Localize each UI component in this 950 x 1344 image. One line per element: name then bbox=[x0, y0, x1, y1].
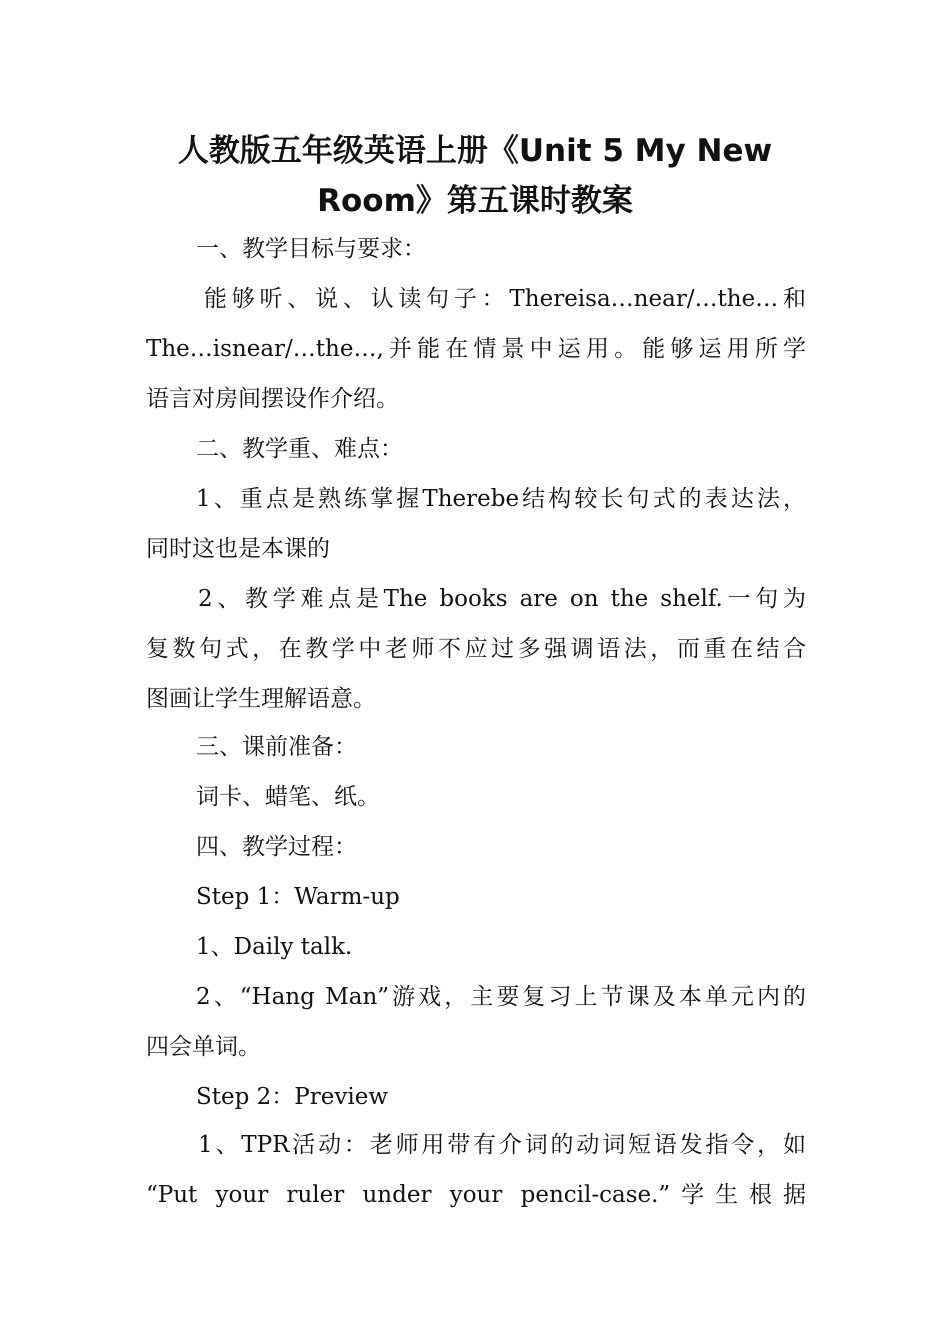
paragraph-line: 1、TPR活动：老师用带有介词的动词短语发指令，如 bbox=[198, 1132, 806, 1158]
document-title-line-2: Room》第五课时教案 bbox=[317, 183, 633, 219]
paragraph-line: 词卡、蜡笔、纸。 bbox=[196, 784, 380, 810]
paragraph-line: 语言对房间摆设作介绍。 bbox=[146, 386, 399, 412]
section-heading-process: 四、教学过程： bbox=[196, 834, 357, 860]
section-heading-objectives: 一、教学目标与要求： bbox=[196, 236, 426, 262]
section-heading-key-points: 二、教学重、难点： bbox=[196, 436, 403, 462]
paragraph-line: 1、重点是熟练掌握Therebe结构较长句式的表达法， bbox=[196, 486, 806, 512]
document-title-line-1: 人教版五年级英语上册《Unit 5 My New bbox=[177, 133, 773, 169]
paragraph-line: “Put your ruler under your pencil-case.”学生根据 bbox=[146, 1182, 806, 1208]
step-heading: Step 1：Warm-up bbox=[196, 884, 400, 910]
paragraph-line: 复数句式，在教学中老师不应过多强调语法，而重在结合 bbox=[146, 636, 806, 662]
paragraph-line: 2、“Hang Man”游戏，主要复习上节课及本单元内的 bbox=[196, 984, 806, 1010]
paragraph-line: The…isnear/…the…,并能在情景中运用。能够运用所学 bbox=[146, 336, 806, 362]
paragraph-line: 同时这也是本课的 bbox=[146, 536, 330, 562]
section-heading-preparation: 三、课前准备： bbox=[196, 734, 357, 760]
paragraph-line: 四会单词。 bbox=[146, 1034, 261, 1060]
paragraph-line: 能够听、说、认读句子：Thereisa…near/…the…和 bbox=[204, 286, 806, 312]
paragraph-line: 1、Daily talk. bbox=[196, 934, 353, 960]
paragraph-line: 2、教学难点是The books are on the shelf.一句为 bbox=[198, 586, 806, 612]
paragraph-line: 图画让学生理解语意。 bbox=[146, 686, 376, 712]
step-heading: Step 2：Preview bbox=[196, 1084, 389, 1110]
